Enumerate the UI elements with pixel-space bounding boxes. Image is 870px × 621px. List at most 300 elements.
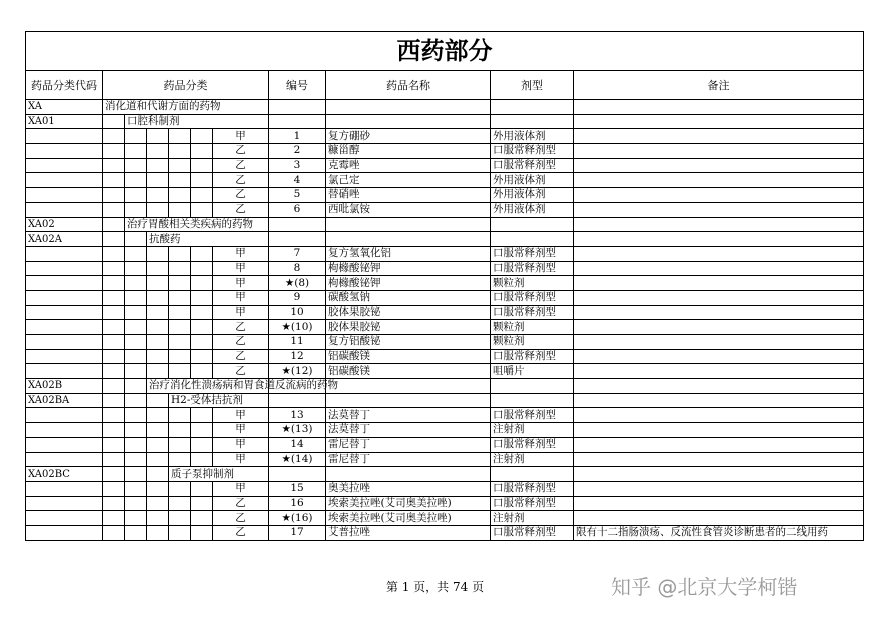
category-row <box>26 114 864 129</box>
indent-cell <box>125 129 147 144</box>
drug-number: 3 <box>269 158 326 173</box>
indent-cell <box>169 423 191 438</box>
drug-row <box>26 349 864 364</box>
indent-cell <box>103 246 125 261</box>
indent-cell <box>191 437 213 452</box>
form-cell <box>491 379 574 394</box>
drug-row <box>26 290 864 305</box>
grade-cell: 乙 <box>213 525 269 540</box>
code-cell <box>26 129 103 144</box>
dosage-form: 口服常释剂型 <box>491 246 574 261</box>
code-cell <box>26 246 103 261</box>
indent-cell <box>191 261 213 276</box>
indent-cell <box>125 349 147 364</box>
indent-cell <box>169 144 191 159</box>
header-note: 备注 <box>574 71 864 100</box>
indent-cell <box>103 393 125 408</box>
indent-cell <box>169 276 191 291</box>
code-cell <box>26 290 103 305</box>
indent-cell <box>125 496 147 511</box>
indent-cell <box>103 188 125 203</box>
drug-row <box>26 320 864 335</box>
drug-name: 碳酸氢钠 <box>326 290 491 305</box>
drug-number: 7 <box>269 246 326 261</box>
indent-cell <box>147 144 169 159</box>
indent-cell <box>103 320 125 335</box>
category-label: 口腔科制剂 <box>125 114 269 129</box>
drug-name: 艾普拉唑 <box>326 525 491 540</box>
category-row <box>26 232 864 247</box>
drug-number: 4 <box>269 173 326 188</box>
header-form: 剂型 <box>491 71 574 100</box>
grade-cell: 乙 <box>213 511 269 526</box>
indent-cell <box>169 173 191 188</box>
indent-cell <box>169 511 191 526</box>
number-cell <box>269 467 326 482</box>
dosage-form: 颗粒剂 <box>491 276 574 291</box>
indent-cell <box>125 379 147 394</box>
drug-row <box>26 158 864 173</box>
category-code: XA02BC <box>26 467 103 482</box>
indent-cell <box>191 525 213 540</box>
indent-cell <box>103 467 125 482</box>
indent-cell <box>103 276 125 291</box>
indent-cell <box>103 261 125 276</box>
indent-cell <box>103 408 125 423</box>
drug-row <box>26 437 864 452</box>
indent-cell <box>103 217 125 232</box>
drug-name: 复方铝酸铋 <box>326 335 491 350</box>
grade-cell: 乙 <box>213 335 269 350</box>
drug-name: 枸橼酸铋钾 <box>326 276 491 291</box>
drug-note <box>574 276 864 291</box>
indent-cell <box>191 188 213 203</box>
drug-name: 雷尼替丁 <box>326 437 491 452</box>
drug-number: ★(12) <box>269 364 326 379</box>
category-row <box>26 100 864 115</box>
header-name: 药品名称 <box>326 71 491 100</box>
drug-note <box>574 408 864 423</box>
dosage-form: 注射剂 <box>491 511 574 526</box>
indent-cell <box>103 364 125 379</box>
indent-cell <box>191 364 213 379</box>
indent-cell <box>169 129 191 144</box>
header-number: 编号 <box>269 71 326 100</box>
drug-number: 6 <box>269 202 326 217</box>
note-cell <box>574 217 864 232</box>
drug-note <box>574 188 864 203</box>
drug-number: ★(10) <box>269 320 326 335</box>
category-label: 消化道和代谢方面的药物 <box>103 100 269 115</box>
category-label: 抗酸药 <box>147 232 269 247</box>
grade-cell: 乙 <box>213 320 269 335</box>
indent-cell <box>169 335 191 350</box>
name-cell <box>326 232 491 247</box>
indent-cell <box>191 320 213 335</box>
code-cell <box>26 349 103 364</box>
form-cell <box>491 100 574 115</box>
indent-cell <box>147 408 169 423</box>
drug-name: 克霉唑 <box>326 158 491 173</box>
dosage-form: 外用液体剂 <box>491 188 574 203</box>
indent-cell <box>125 202 147 217</box>
drug-row <box>26 452 864 467</box>
indent-cell <box>125 173 147 188</box>
indent-cell <box>125 232 147 247</box>
drug-note <box>574 481 864 496</box>
indent-cell <box>191 290 213 305</box>
indent-cell <box>103 379 125 394</box>
grade-cell: 乙 <box>213 364 269 379</box>
dosage-form: 口服常释剂型 <box>491 261 574 276</box>
code-cell <box>26 437 103 452</box>
drug-row <box>26 511 864 526</box>
drug-note <box>574 202 864 217</box>
drug-name: 糠甾醇 <box>326 144 491 159</box>
code-cell <box>26 481 103 496</box>
indent-cell <box>147 320 169 335</box>
indent-cell <box>103 349 125 364</box>
drug-note: 限有十二指肠溃疡、反流性食管炎诊断患者的二线用药 <box>574 525 864 540</box>
indent-cell <box>147 158 169 173</box>
indent-cell <box>147 452 169 467</box>
indent-cell <box>169 305 191 320</box>
drug-note <box>574 496 864 511</box>
drug-name: 铝碳酸镁 <box>326 349 491 364</box>
drug-note <box>574 261 864 276</box>
drug-note <box>574 305 864 320</box>
dosage-form: 口服常释剂型 <box>491 349 574 364</box>
indent-cell <box>103 129 125 144</box>
indent-cell <box>147 349 169 364</box>
dosage-form: 颗粒剂 <box>491 320 574 335</box>
grade-cell: 甲 <box>213 261 269 276</box>
indent-cell <box>191 202 213 217</box>
code-cell <box>26 144 103 159</box>
code-cell <box>26 320 103 335</box>
grade-cell: 甲 <box>213 452 269 467</box>
form-cell <box>491 393 574 408</box>
drug-number: 10 <box>269 305 326 320</box>
drug-row <box>26 261 864 276</box>
number-cell <box>269 217 326 232</box>
indent-cell <box>191 452 213 467</box>
drug-note <box>574 320 864 335</box>
indent-cell <box>191 276 213 291</box>
drug-row <box>26 364 864 379</box>
category-code: XA02 <box>26 217 103 232</box>
indent-cell <box>191 335 213 350</box>
category-row <box>26 467 864 482</box>
dosage-form: 口服常释剂型 <box>491 496 574 511</box>
indent-cell <box>125 261 147 276</box>
drug-name: 复方硼砂 <box>326 129 491 144</box>
form-cell <box>491 467 574 482</box>
watermark: 知乎 @北京大学柯锴 <box>611 575 798 599</box>
dosage-form: 口服常释剂型 <box>491 305 574 320</box>
indent-cell <box>169 349 191 364</box>
indent-cell <box>125 276 147 291</box>
indent-cell <box>103 437 125 452</box>
indent-cell <box>125 511 147 526</box>
drug-note <box>574 129 864 144</box>
indent-cell <box>125 246 147 261</box>
category-code: XA02A <box>26 232 103 247</box>
drug-row <box>26 525 864 540</box>
drug-row <box>26 408 864 423</box>
drug-note <box>574 335 864 350</box>
indent-cell <box>147 467 169 482</box>
indent-cell <box>147 525 169 540</box>
drug-note <box>574 437 864 452</box>
note-cell <box>574 232 864 247</box>
indent-cell <box>147 202 169 217</box>
indent-cell <box>147 481 169 496</box>
indent-cell <box>103 202 125 217</box>
code-cell <box>26 305 103 320</box>
grade-cell: 甲 <box>213 246 269 261</box>
number-cell <box>269 114 326 129</box>
drug-number: 16 <box>269 496 326 511</box>
code-cell <box>26 261 103 276</box>
indent-cell <box>125 393 147 408</box>
indent-cell <box>103 496 125 511</box>
grade-cell: 甲 <box>213 129 269 144</box>
category-row <box>26 217 864 232</box>
indent-cell <box>125 481 147 496</box>
indent-cell <box>169 202 191 217</box>
code-cell <box>26 202 103 217</box>
indent-cell <box>169 496 191 511</box>
dosage-form: 口服常释剂型 <box>491 158 574 173</box>
form-cell <box>491 232 574 247</box>
drug-name: 替硝唑 <box>326 188 491 203</box>
indent-cell <box>147 335 169 350</box>
dosage-form: 外用液体剂 <box>491 129 574 144</box>
indent-cell <box>103 481 125 496</box>
indent-cell <box>125 467 147 482</box>
indent-cell <box>191 408 213 423</box>
drug-name: 氯己定 <box>326 173 491 188</box>
code-cell <box>26 525 103 540</box>
indent-cell <box>125 525 147 540</box>
indent-cell <box>191 423 213 438</box>
drug-number: 2 <box>269 144 326 159</box>
indent-cell <box>125 452 147 467</box>
drug-name: 雷尼替丁 <box>326 452 491 467</box>
code-cell <box>26 173 103 188</box>
indent-cell <box>103 452 125 467</box>
grade-cell: 甲 <box>213 481 269 496</box>
note-cell <box>574 379 864 394</box>
number-cell <box>269 232 326 247</box>
dosage-form: 外用液体剂 <box>491 173 574 188</box>
code-cell <box>26 496 103 511</box>
indent-cell <box>147 276 169 291</box>
indent-cell <box>125 144 147 159</box>
drug-number: ★(8) <box>269 276 326 291</box>
dosage-form: 口服常释剂型 <box>491 290 574 305</box>
dosage-form: 口服常释剂型 <box>491 481 574 496</box>
category-code: XA02BA <box>26 393 103 408</box>
indent-cell <box>147 496 169 511</box>
indent-cell <box>125 335 147 350</box>
grade-cell: 甲 <box>213 276 269 291</box>
code-cell <box>26 408 103 423</box>
drug-name: 铝碳酸镁 <box>326 364 491 379</box>
grade-cell: 甲 <box>213 290 269 305</box>
drug-number: 11 <box>269 335 326 350</box>
code-cell <box>26 335 103 350</box>
name-cell <box>326 217 491 232</box>
indent-cell <box>169 452 191 467</box>
indent-cell <box>191 246 213 261</box>
category-code: XA <box>26 100 103 115</box>
drug-row <box>26 305 864 320</box>
category-label: 治疗胃酸相关类疾病的药物 <box>125 217 269 232</box>
header-category: 药品分类 <box>103 71 269 100</box>
grade-cell: 乙 <box>213 202 269 217</box>
indent-cell <box>191 144 213 159</box>
drug-note <box>574 158 864 173</box>
grade-cell: 乙 <box>213 496 269 511</box>
indent-cell <box>147 364 169 379</box>
indent-cell <box>125 158 147 173</box>
indent-cell <box>169 290 191 305</box>
drug-list-sheet <box>25 31 863 541</box>
indent-cell <box>169 246 191 261</box>
indent-cell <box>125 423 147 438</box>
drug-row <box>26 276 864 291</box>
indent-cell <box>169 364 191 379</box>
indent-cell <box>103 511 125 526</box>
note-cell <box>574 114 864 129</box>
indent-cell <box>191 158 213 173</box>
indent-cell <box>169 320 191 335</box>
indent-cell <box>125 437 147 452</box>
drug-name: 枸橼酸铋钾 <box>326 261 491 276</box>
indent-cell <box>169 188 191 203</box>
name-cell <box>326 393 491 408</box>
indent-cell <box>103 232 125 247</box>
drug-row <box>26 188 864 203</box>
dosage-form: 外用液体剂 <box>491 202 574 217</box>
code-cell <box>26 158 103 173</box>
title-row <box>26 32 864 71</box>
page-title: 西药部分 <box>26 32 864 71</box>
note-cell <box>574 100 864 115</box>
category-row <box>26 379 864 394</box>
code-cell <box>26 452 103 467</box>
drug-number: ★(16) <box>269 511 326 526</box>
drug-row <box>26 202 864 217</box>
drug-name: 胶体果胶铋 <box>326 320 491 335</box>
dosage-form: 口服常释剂型 <box>491 408 574 423</box>
drug-row <box>26 246 864 261</box>
indent-cell <box>125 290 147 305</box>
drug-name: 胶体果胶铋 <box>326 305 491 320</box>
category-label: 质子泵抑制剂 <box>169 467 269 482</box>
indent-cell <box>169 525 191 540</box>
drug-note <box>574 511 864 526</box>
category-row <box>26 393 864 408</box>
dosage-form: 注射剂 <box>491 423 574 438</box>
indent-cell <box>125 188 147 203</box>
indent-cell <box>147 393 169 408</box>
note-cell <box>574 393 864 408</box>
indent-cell <box>169 437 191 452</box>
code-cell <box>26 511 103 526</box>
indent-cell <box>125 364 147 379</box>
indent-cell <box>103 114 125 129</box>
indent-cell <box>125 408 147 423</box>
indent-cell <box>147 437 169 452</box>
drug-note <box>574 364 864 379</box>
drug-name: 奥美拉唑 <box>326 481 491 496</box>
dosage-form: 颗粒剂 <box>491 335 574 350</box>
code-cell <box>26 188 103 203</box>
grade-cell: 甲 <box>213 408 269 423</box>
name-cell <box>326 114 491 129</box>
indent-cell <box>191 496 213 511</box>
drug-note <box>574 349 864 364</box>
note-cell <box>574 467 864 482</box>
drug-row <box>26 129 864 144</box>
indent-cell <box>103 144 125 159</box>
grade-cell: 乙 <box>213 144 269 159</box>
category-label: 治疗消化性溃疡病和胃食道反流病的药物 <box>147 379 269 394</box>
drug-number: 17 <box>269 525 326 540</box>
indent-cell <box>103 290 125 305</box>
indent-cell <box>147 129 169 144</box>
drug-row <box>26 481 864 496</box>
drug-name: 复方氢氧化铝 <box>326 246 491 261</box>
indent-cell <box>103 158 125 173</box>
indent-cell <box>103 525 125 540</box>
indent-cell <box>169 261 191 276</box>
grade-cell: 甲 <box>213 305 269 320</box>
indent-cell <box>191 349 213 364</box>
indent-cell <box>103 423 125 438</box>
drug-number: 9 <box>269 290 326 305</box>
drug-number: 8 <box>269 261 326 276</box>
indent-cell <box>169 408 191 423</box>
grade-cell: 乙 <box>213 188 269 203</box>
indent-cell <box>147 173 169 188</box>
drug-row <box>26 496 864 511</box>
drug-name: 埃索美拉唑(艾司奥美拉唑) <box>326 496 491 511</box>
code-cell <box>26 423 103 438</box>
name-cell <box>326 379 491 394</box>
indent-cell <box>125 305 147 320</box>
grade-cell: 甲 <box>213 423 269 438</box>
drug-number: 1 <box>269 129 326 144</box>
drug-name: 西吡氯铵 <box>326 202 491 217</box>
indent-cell <box>103 173 125 188</box>
drug-name: 埃索美拉唑(艾司奥美拉唑) <box>326 511 491 526</box>
drug-row <box>26 335 864 350</box>
dosage-form: 注射剂 <box>491 452 574 467</box>
drug-name: 法莫替丁 <box>326 423 491 438</box>
form-cell <box>491 114 574 129</box>
category-code: XA02B <box>26 379 103 394</box>
drug-table <box>25 31 864 541</box>
name-cell <box>326 100 491 115</box>
indent-cell <box>191 481 213 496</box>
grade-cell: 乙 <box>213 349 269 364</box>
dosage-form: 口服常释剂型 <box>491 437 574 452</box>
indent-cell <box>191 305 213 320</box>
